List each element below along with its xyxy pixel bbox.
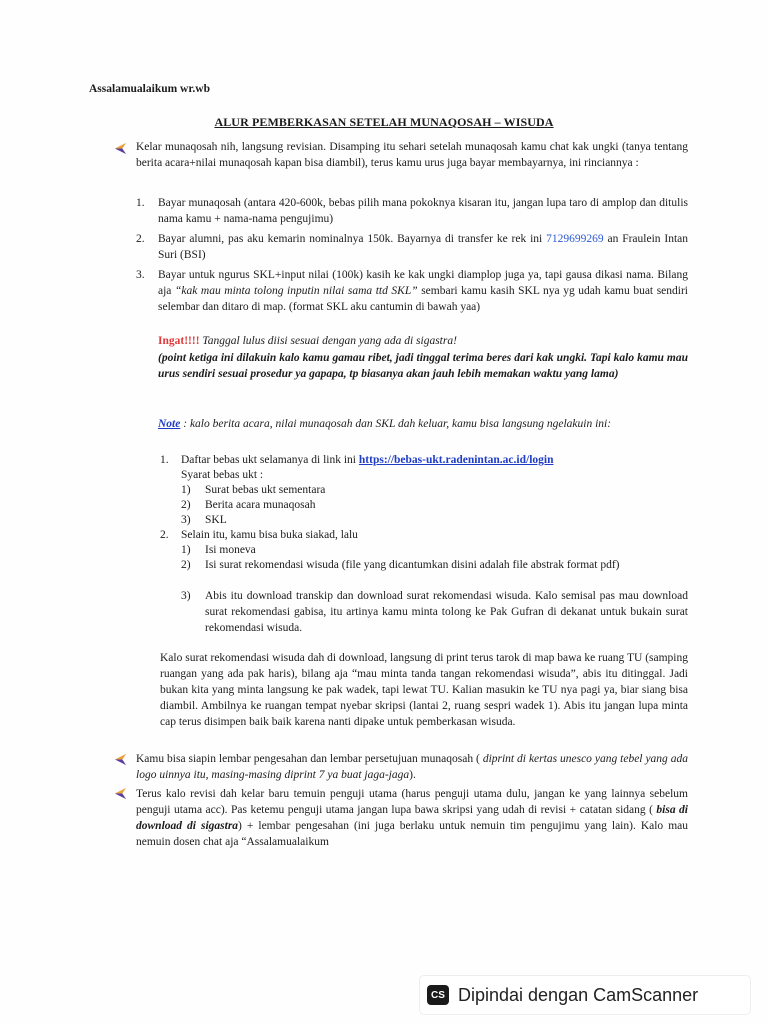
- syarat-label: Syarat bebas ukt :: [181, 469, 264, 481]
- bullet-3-text-after: ) + lembar pengesahan (ini juga berlaku untuk nemuin tim pengujimu yang lain). Kalo mau nemuin dosen chat aja “Assalamualaikum: [136, 820, 688, 848]
- bullet-2-text-before: Kamu bisa siapin lembar pengesahan dan lembar persetujuan munaqosah (: [136, 753, 483, 765]
- intro-paragraph: Kelar munaqosah nih, langsung revisian. Disamping itu sehari setelah munaqosah kamu chat kak ungki (tanya tentang berita acara+nilai munaqosah kapan bisa diambil), terus kamu urus juga bayar membayarnya, ini rinciannya :: [136, 141, 688, 169]
- siakad-2-number: 2): [181, 559, 191, 571]
- after-item-1-number: 1.: [160, 454, 169, 466]
- step-3-text-after: sembari kamu kasih SKL nya yg udah kamu buat sendiri selembar dan ditaro di map. (format SKL aku cantumin di bawah yaa): [158, 285, 688, 313]
- syarat-2-number: 2): [181, 499, 191, 511]
- syarat-3-number: 3): [181, 514, 191, 526]
- syarat-1-number: 1): [181, 484, 191, 496]
- note-label: Note: [158, 418, 181, 430]
- step-1-text: Bayar munaqosah (antara 420-600k, bebas pilih mana pokoknya kisaran itu, jangan lupa taro di amplop dan ditulis nama kamu + nama-nama pengujimu): [158, 197, 688, 225]
- step-2-number: 2.: [136, 233, 145, 245]
- bebas-ukt-link[interactable]: https://bebas-ukt.radenintan.ac.id/login: [358, 454, 554, 466]
- ingat-line: [158, 333, 457, 349]
- after-item-1-text: Daftar bebas ukt selamanya di link ini: [181, 454, 359, 466]
- step-3-quote: “kak mau minta tolong inputin nilai sama ttd SKL”: [174, 285, 418, 297]
- step-3-number: 3.: [136, 269, 145, 281]
- camscanner-label: Dipindai dengan CamScanner: [458, 984, 699, 1005]
- siakad-1-number: 1): [181, 544, 191, 556]
- siakad-3-number: 3): [181, 590, 191, 602]
- syarat-1-text: Surat bebas ukt sementara: [205, 484, 326, 496]
- bullet-3-bold: bisa di download di sigastra: [136, 804, 688, 832]
- arrow-bullet-icon: [114, 753, 127, 766]
- camscanner-logo-icon: CS: [427, 985, 449, 1005]
- arrow-bullet-icon: [114, 142, 127, 155]
- syarat-2-text: Berita acara munaqosah: [205, 499, 316, 511]
- bullet-3-text-before: Terus kalo revisi dah kelar baru temuin penguji utama (harus penguji utama dulu, jangan ke yang lainnya sebelum penguji utama acc). Pas ketemu penguji utama jangan lupa bawa skripsi yang udah di revisi + catatan sidang (: [136, 788, 688, 816]
- syarat-3-text: SKL: [205, 514, 227, 526]
- arrow-bullet-icon: [114, 787, 127, 800]
- bullet-2-italic: diprint di kertas unesco yang tebel yang ada logo uinnya itu, masing-masing diprint 7 ya buat jaga-jaga: [136, 753, 688, 781]
- step-2-text-after: an Fraulein Intan Suri (BSI): [158, 233, 689, 261]
- ingat-label: Ingat!!!!: [158, 335, 200, 347]
- after-item-1: [181, 452, 553, 468]
- document-title: ALUR PEMBERKASAN SETELAH MUNAQOSAH – WISUDA: [214, 115, 554, 129]
- after-item-2-number: 2.: [160, 529, 169, 541]
- step-2-text-before: Bayar alumni, pas aku kemarin nominalnya 150k. Bayarnya di transfer ke rek ini: [158, 233, 543, 245]
- siakad-3-text: Abis itu download transkip dan download surat rekomendasi wisuda. Kalo semisal pas mau download surat rekomendasi gabisa, itu artinya kamu minta tolong ke Pak Gufran di dekanat untuk bukain surat rekomendasi wisuda.: [205, 590, 688, 634]
- step-2-text: [158, 231, 688, 263]
- step-3-text-before: Bayar untuk ngurus SKL+input nilai (100k) kasih ke kak ungki diamplop juga ya, tapi gausa dikasi nama. Bilang aja: [158, 269, 688, 297]
- note-text: : kalo berita acara, nilai munaqosah dan SKL dah keluar, kamu bisa langsung ngelakuin ini:: [180, 418, 612, 430]
- bullet-3-paragraph: [136, 786, 688, 850]
- camscanner-watermark: [420, 976, 750, 1014]
- rekomendasi-paragraph: Kalo surat rekomendasi wisuda dah di download, langsung di print terus tarok di map bawa ke ruang TU (samping ruangan yang ada pak haris), bilang aja “mau minta tanda tangan rekomendasi wisuda”, abis itu ditinggal. Jadi bukan kita yang minta langsung ke pak wadek, tapi lewat TU. Kalian masukin ke TU nya pagi ya, biar siang bisa diambil. Ambilnya ke ruangan tempat nyebar skripsi (lantai 2, ruang sespri wadek 1). Abis itu jangan lupa minta cap terus disimpen baik baik karena nanti dipake untuk pemberkasan wisuda.: [160, 652, 688, 728]
- bullet-2-paragraph: [136, 751, 688, 783]
- note-line: [158, 416, 698, 432]
- greeting: Assalamualaikum wr.wb: [89, 83, 210, 95]
- siakad-1-text: Isi moneva: [205, 544, 256, 556]
- siakad-2-text: Isi surat rekomendasi wisuda (file yang dicantumkan disini adalah file abstrak format pdf): [205, 559, 620, 571]
- after-item-2-text: Selain itu, kamu bisa buka siakad, lalu: [181, 529, 358, 541]
- bank-account-number: 7129699269: [546, 233, 604, 245]
- step-1-number: 1.: [136, 197, 145, 209]
- bullet-2-text-after: ).: [409, 769, 416, 781]
- step-3-text: [158, 267, 688, 315]
- ingat-text: Tanggal lulus diisi sesuai dengan yang ada di sigastra!: [199, 335, 457, 347]
- point-note: (point ketiga ini dilakuin kalo kamu gamau ribet, jadi tinggal terima beres dari kak ungki. Tapi kalo kamu mau urus sendiri sesuai prosedur ya gapapa, tp biasanya akan jauh lebih memakan waktu yang lama): [158, 352, 688, 380]
